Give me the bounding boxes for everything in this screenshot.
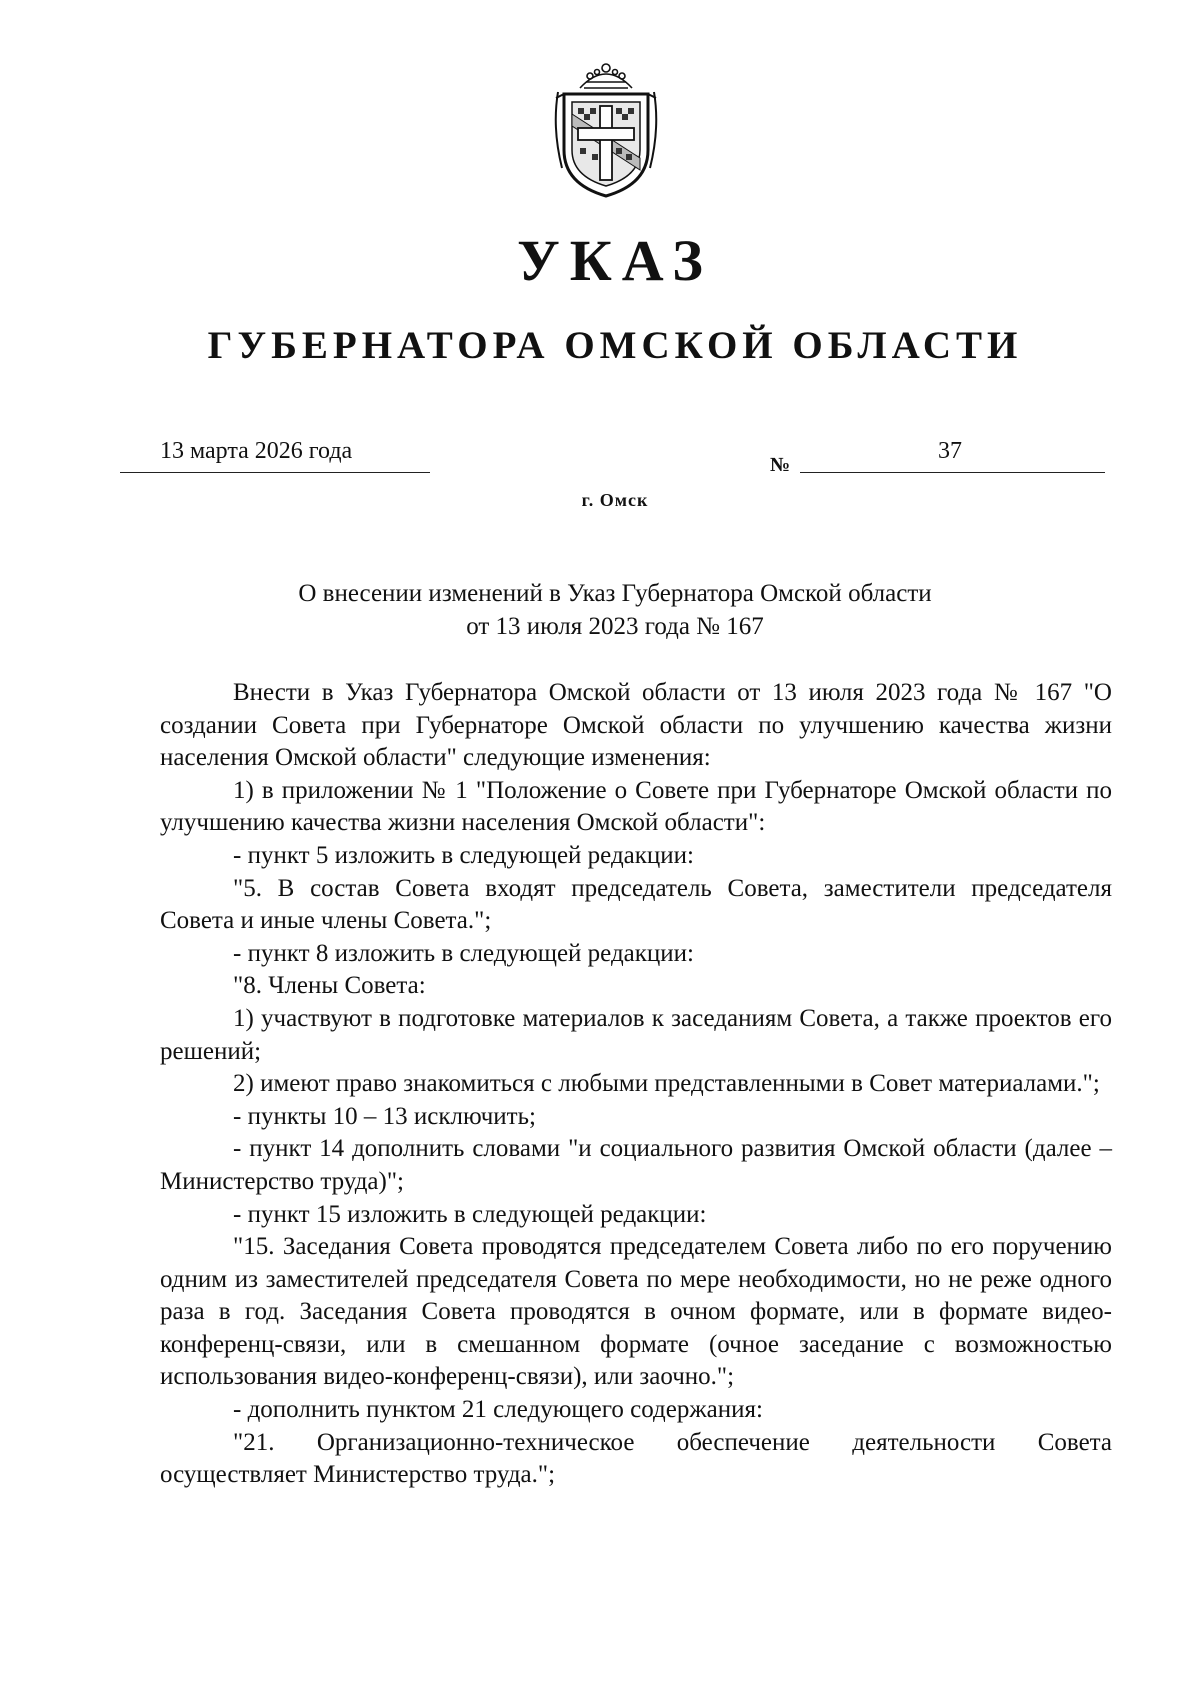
date-field [120, 438, 430, 473]
body-paragraph: "15. Заседания Совета проводятся председателем Совета либо по его поручению одним из заместителей председателя Совета по мере необходимости, но не реже одного раза в год. Заседания Совета проводятся в очном формате, или в формате видео-конференц-связи, или в смешанном формате (очное заседание с возможностью использования видео-конференц-связи), или заочно."; [160, 1233, 1112, 1391]
body-paragraph: 1) участвуют в подготовке материалов к заседаниям Совета, а также проектов его решений; [160, 1004, 1112, 1065]
body-paragraph: "21. Организационно-техническое обеспечение деятельности Совета осуществляет Министерство труда."; [160, 1428, 1112, 1489]
document-date: 13 марта 2026 года [160, 438, 353, 464]
document-subtitle: ГУБЕРНАТОРА ОМСКОЙ ОБЛАСТИ [207, 324, 1023, 367]
body-paragraph: - пункт 8 изложить в следующей редакции: [233, 939, 694, 967]
coat-of-arms-icon [550, 58, 662, 200]
document-city: г. Омск [581, 490, 649, 510]
body-paragraph: 2) имеют право знакомиться с любыми представленными в Совет материалами."; [233, 1070, 1100, 1098]
body-paragraph: - пункты 10 – 13 исключить; [233, 1102, 536, 1130]
subject-line-2: от 13 июля 2023 года № 167 [466, 613, 764, 640]
body-paragraph: Внести в Указ Губернатора Омской области от 13 июля 2023 года № 167 "О создании Совета при Губернаторе Омской области по улучшению качества жизни населения Омской области" следующие изменения: [160, 679, 1112, 772]
body-paragraph: - дополнить пунктом 21 следующего содержания: [233, 1396, 763, 1424]
document-subject [0, 577, 1200, 643]
document-number: 37 [938, 438, 962, 464]
subject-line-1: О внесении изменений в Указ Губернатора Омской области [298, 580, 932, 607]
document-body [160, 677, 1112, 1492]
number-label: № [770, 454, 791, 476]
number-field [800, 438, 1105, 473]
body-paragraph: - пункт 5 изложить в следующей редакции: [233, 841, 694, 869]
body-paragraph: "5. В состав Совета входят председатель Совета, заместители председателя Совета и иные члены Совета."; [160, 874, 1112, 935]
body-paragraph: - пункт 14 дополнить словами "и социального развития Омской области (далее – Министерство труда)"; [160, 1135, 1112, 1195]
document-title: УКАЗ [517, 228, 713, 293]
body-paragraph: 1) в приложении № 1 "Положение о Совете при Губернаторе Омской области по улучшению качества жизни населения Омской области": [160, 776, 1112, 837]
body-paragraph: - пункт 15 изложить в следующей редакции: [233, 1200, 707, 1228]
body-paragraph: "8. Члены Совета: [233, 972, 426, 1000]
